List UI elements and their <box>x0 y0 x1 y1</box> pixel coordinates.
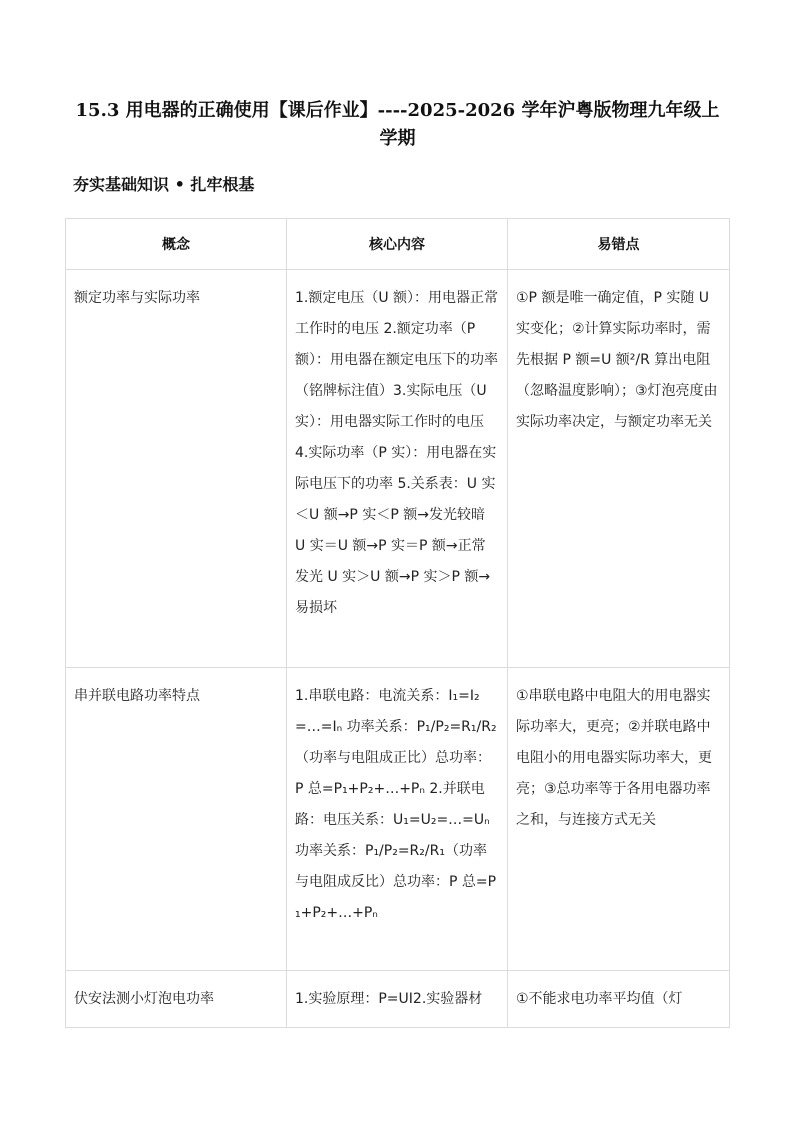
table-header-row <box>66 219 730 270</box>
pitfalls-cell: ①不能求电功率平均值（灯 <box>508 971 730 1028</box>
core-content-cell: 1.串联电路：电流关系：I₁=I₂=…=Iₙ 功率关系：P₁/P₂=R₁/R₂（功率与电阻成正比）总功率：P 总=P₁+P₂+…+Pₙ 2.并联电路：电压关系：U₁=U₂=…=Uₙ 功率关系：P₁/P₂=R₂/R₁（功率与电阻成反比）总功率：P 总=P₁+P₂+…+Pₙ <box>287 668 508 971</box>
concept-cell: 额定功率与实际功率 <box>66 270 287 668</box>
pitfalls-cell: ①P 额是唯一确定值，P 实随 U 实变化；②计算实际功率时，需先根据 P 额=U 额²/R 算出电阻（忽略温度影响）；③灯泡亮度由实际功率决定，与额定功率无关 <box>508 270 730 668</box>
header-pitfalls: 易错点 <box>508 219 730 270</box>
table-row <box>66 270 730 668</box>
knowledge-table <box>65 218 730 1028</box>
section-heading: 夯实基础知识 • 扎牢根基 <box>73 175 255 194</box>
concept-cell: 伏安法测小灯泡电功率 <box>66 971 287 1028</box>
core-content-cell: 1.额定电压（U 额）：用电器正常工作时的电压 2.额定功率（P 额）：用电器在额定电压下的功率（铭牌标注值）3.实际电压（U 实）：用电器实际工作时的电压 4.实际功率（P 实）：用电器在实际电压下的功率 5.关系表：U 实＜U 额→P 实＜P 额→发光较暗 U 实＝U 额→P 实＝P 额→正常发光 U 实＞U 额→P 实＞P 额→易损坏 <box>287 270 508 668</box>
document-title: 15.3 用电器的正确使用【课后作业】----2025-2026 学年沪粤版物理九年级上学期 <box>75 100 720 149</box>
table-row <box>66 668 730 971</box>
header-concept: 概念 <box>66 219 287 270</box>
header-core-content: 核心内容 <box>287 219 508 270</box>
core-content-cell: 1.实验原理：P=UI2.实验器材 <box>287 971 508 1028</box>
table-row <box>66 971 730 1028</box>
pitfalls-cell: ①串联电路中电阻大的用电器实际功率大，更亮；②并联电路中电阻小的用电器实际功率大，更亮；③总功率等于各用电器功率之和，与连接方式无关 <box>508 668 730 971</box>
concept-cell: 串并联电路功率特点 <box>66 668 287 971</box>
